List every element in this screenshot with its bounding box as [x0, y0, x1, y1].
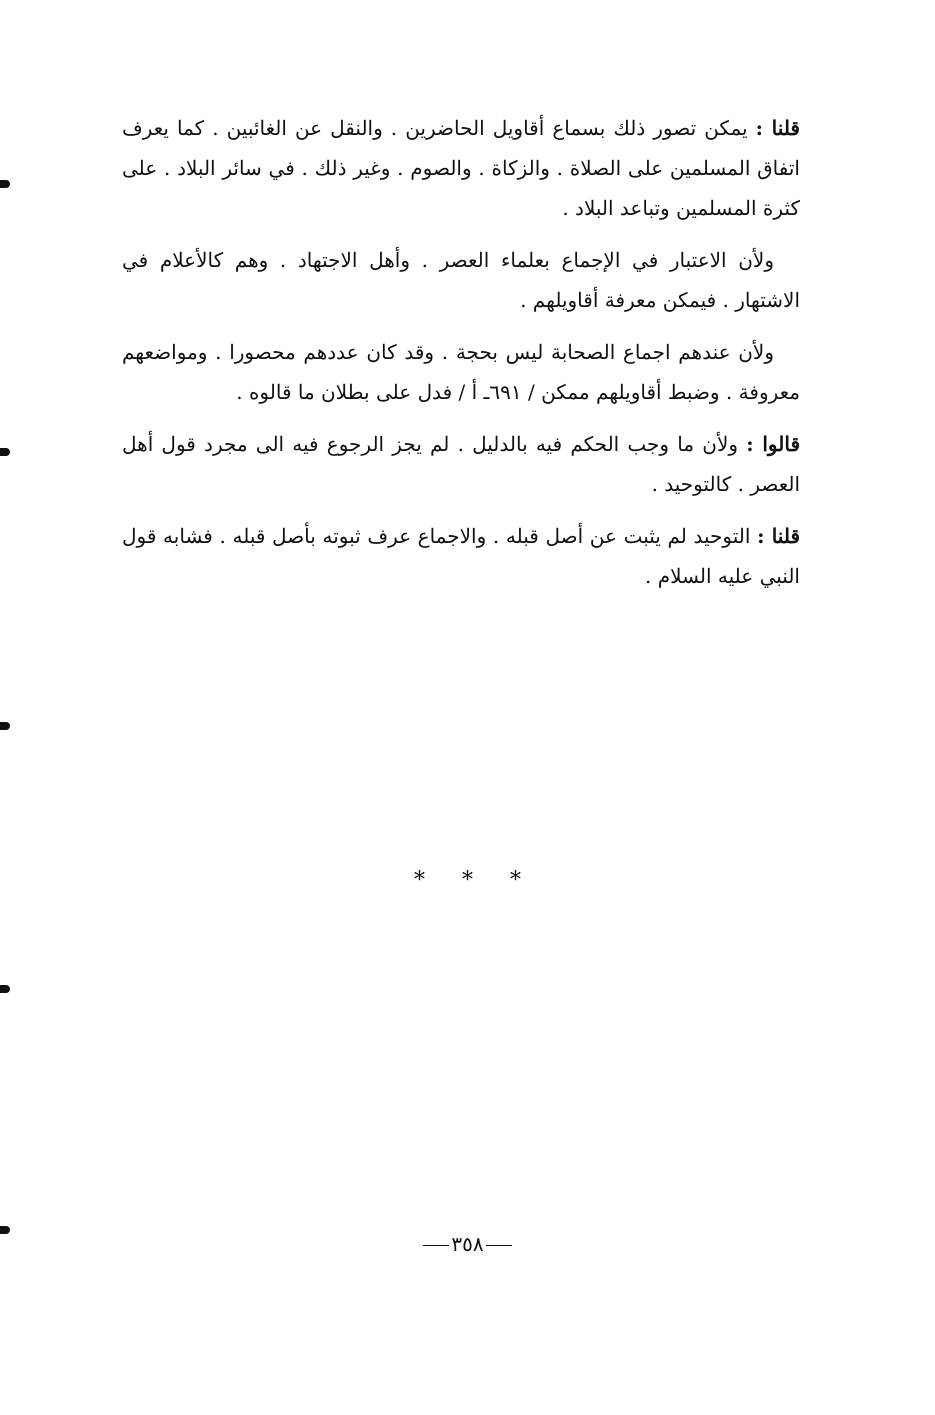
paragraph-text: ولأن عندهم اجماع الصحابة ليس بحجة . وقد كان عددهم محصورا . ومواضعهم معروفة . وضبط أقاويلهم ممكن / ٦٩١ـ أ / فدل على بطلان ما قالوه . [122, 340, 800, 404]
separator-star: * [462, 868, 473, 893]
paragraph [122, 516, 800, 596]
page-number-dash [486, 1245, 512, 1247]
separator-star: * [510, 868, 521, 893]
scan-edge-mark [0, 722, 10, 730]
scan-edge-mark [0, 985, 10, 993]
paragraph-lead: قلنا : [757, 524, 801, 548]
paragraph-text: التوحيد لم يثبت عن أصل قبله . والاجماع عرف ثبوته بأصل قبله . فشابه قول النبي عليه السلام . [122, 524, 800, 588]
paragraph-text: ولأن الاعتبار في الإجماع بعلماء العصر . وأهل الاجتهاد . وهم كالأعلام في الاشتهار . فيمكن معرفة أقاويلهم . [122, 248, 800, 312]
page-number-value: ٣٥٨ [451, 1232, 484, 1256]
paragraph-lead: قالوا : [746, 432, 801, 456]
scan-edge-mark [0, 180, 10, 188]
paragraph [122, 332, 800, 412]
page-number [0, 1232, 935, 1256]
paragraph-lead: قلنا : [755, 116, 800, 140]
page-number-dash [423, 1245, 449, 1247]
paragraph [122, 240, 800, 320]
scan-edge-mark [0, 448, 10, 456]
paragraph [122, 108, 800, 228]
section-separator [0, 868, 935, 893]
paragraph [122, 424, 800, 504]
separator-star: * [414, 868, 425, 893]
paragraph-text: ولأن ما وجب الحكم فيه بالدليل . لم يجز الرجوع فيه الى مجرد قول أهل العصر . كالتوحيد . [122, 432, 800, 496]
paragraph-text: يمكن تصور ذلك بسماع أقاويل الحاضرين . والنقل عن الغائبين . كما يعرف اتفاق المسلمين على الصلاة . والزكاة . والصوم . وغير ذلك . في سائر البلاد . على كثرة المسلمين وتباعد البلاد . [122, 116, 800, 220]
body-text [122, 108, 800, 608]
